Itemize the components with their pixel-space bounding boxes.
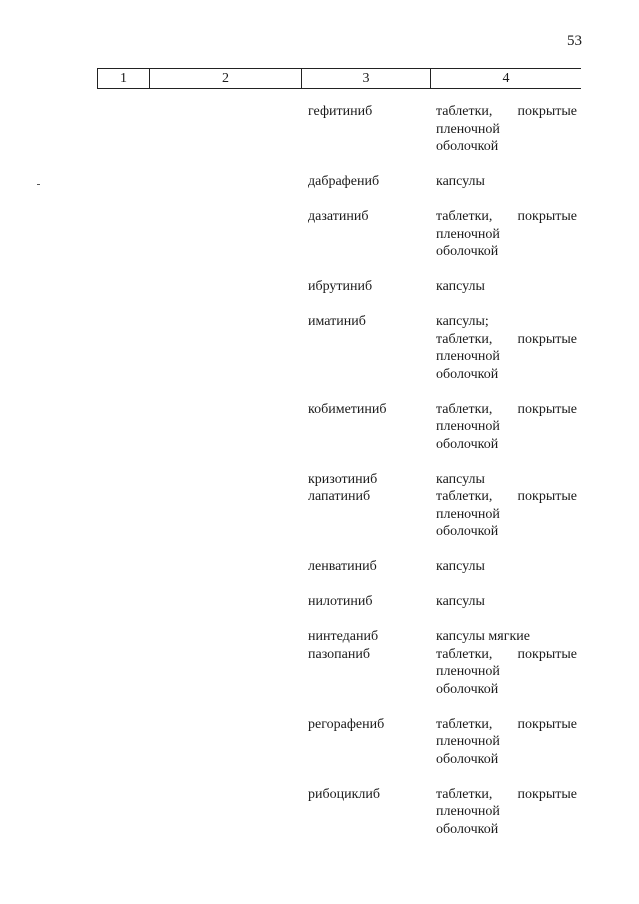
drug-name: лапатиниб: [308, 489, 371, 504]
dosage-form-line: [436, 558, 577, 576]
dosage-form-line: [436, 366, 577, 384]
drug-name: регорафениб: [308, 716, 385, 732]
page-number: 53: [567, 33, 582, 49]
dosage-form-word: капсулы: [436, 594, 485, 609]
dosage-form-line: [436, 733, 577, 751]
scan-artifact-mark: [37, 184, 40, 185]
drug-name: гефитиниб: [308, 104, 373, 119]
dosage-form-line: [436, 278, 577, 296]
dosage-form-cell: [436, 786, 577, 839]
dosage-form-word: таблетки,: [436, 786, 493, 802]
dosage-form-word: таблетки,: [436, 646, 493, 662]
drug-name-cell: [308, 173, 428, 191]
drug-name-cell: [308, 313, 428, 331]
dosage-form-cell: [436, 313, 577, 383]
drug-name: нинтеданиб: [308, 629, 379, 644]
dosage-form-word: пленочной: [436, 349, 500, 364]
dosage-form-word: покрытые: [517, 716, 577, 732]
drug-name: рибоциклиб: [308, 786, 381, 802]
dosage-form-word: покрытые: [517, 786, 577, 802]
dosage-form-line: [436, 506, 577, 524]
dosage-form-word: покрытые: [517, 646, 577, 662]
dosage-form-word: таблетки,: [436, 716, 493, 732]
dosage-form-line: [436, 436, 577, 454]
drug-name: кобиметиниб: [308, 401, 387, 417]
dosage-form-word: оболочкой: [436, 244, 499, 259]
dosage-form-word: капсулы: [436, 279, 485, 294]
dosage-form-word: капсулы: [436, 559, 485, 574]
dosage-form-line: [436, 226, 577, 244]
drug-name: кризотиниб: [308, 471, 378, 487]
dosage-form-word: оболочкой: [436, 524, 499, 539]
drug-name: пазопаниб: [308, 646, 370, 662]
table-header: [97, 68, 581, 89]
drug-name-cell: [308, 593, 428, 611]
dosage-form-line: [436, 401, 577, 419]
dosage-form-line: [436, 786, 577, 804]
dosage-form-word: таблетки,: [436, 209, 493, 224]
drug-name-cell: [308, 471, 428, 506]
dosage-form-cell: [436, 278, 577, 296]
dosage-form-word: капсулы: [436, 471, 485, 487]
dosage-form-word: пленочной: [436, 664, 500, 679]
dosage-form-line: [436, 103, 577, 121]
dosage-form-line: [436, 663, 577, 681]
dosage-form-word: капсулы мягкие: [436, 629, 530, 644]
dosage-form-word: капсулы: [436, 174, 485, 189]
drug-name: ленватиниб: [308, 559, 377, 574]
drug-name: иматиниб: [308, 314, 366, 329]
dosage-form-word: оболочкой: [436, 366, 499, 382]
dosage-form-word: пленочной: [436, 734, 500, 749]
dosage-form-word: капсулы;: [436, 314, 489, 329]
drug-name-cell: [308, 278, 428, 296]
dosage-form-line: [436, 803, 577, 821]
dosage-form-line: [436, 313, 577, 331]
dosage-form-cell: [436, 401, 577, 454]
dosage-form-word: таблетки,: [436, 489, 493, 504]
dosage-form-word: пленочной: [436, 226, 500, 242]
drug-name: ибрутиниб: [308, 279, 373, 294]
drug-name: дабрафениб: [308, 174, 380, 189]
dosage-form-word: таблетки,: [436, 401, 493, 417]
drug-name: дазатиниб: [308, 209, 369, 224]
dosage-form-cell: [436, 173, 577, 191]
dosage-form-line: [436, 121, 577, 139]
dosage-form-line: [436, 646, 577, 664]
dosage-form-line: [436, 173, 577, 191]
dosage-form-line: [436, 331, 577, 349]
dosage-form-line: [436, 681, 577, 699]
dosage-form-line: [436, 593, 577, 611]
dosage-form-line: [436, 348, 577, 366]
drug-name-cell: [308, 786, 428, 804]
dosage-form-word: покрытые: [517, 209, 577, 224]
dosage-form-cell: [436, 716, 577, 769]
header-cell-4: 4: [430, 69, 581, 88]
dosage-form-cell: [436, 628, 577, 698]
dosage-form-word: оболочкой: [436, 681, 499, 697]
dosage-form-cell: [436, 593, 577, 611]
dosage-form-line: [436, 523, 577, 541]
dosage-form-word: покрытые: [517, 104, 577, 119]
dosage-form-word: оболочкой: [436, 139, 499, 154]
drug-name-cell: [308, 401, 428, 419]
dosage-form-word: пленочной: [436, 121, 500, 137]
dosage-form-word: оболочкой: [436, 821, 499, 837]
header-cell-2: 2: [149, 69, 301, 88]
dosage-form-word: таблетки,: [436, 104, 493, 119]
dosage-form-word: покрытые: [517, 401, 577, 417]
drug-name-cell: [308, 716, 428, 734]
dosage-form-word: пленочной: [436, 804, 500, 819]
dosage-form-line: [436, 208, 577, 226]
dosage-form-word: пленочной: [436, 506, 500, 522]
drug-name-cell: [308, 558, 428, 576]
dosage-form-line: [436, 471, 577, 489]
dosage-form-word: покрытые: [517, 489, 577, 504]
dosage-form-line: [436, 628, 577, 646]
header-cell-3: 3: [301, 69, 430, 88]
dosage-form-cell: [436, 471, 577, 541]
drug-name-cell: [308, 103, 428, 121]
dosage-form-word: оболочкой: [436, 751, 499, 767]
dosage-form-line: [436, 488, 577, 506]
drug-name: нилотиниб: [308, 594, 373, 609]
dosage-form-line: [436, 418, 577, 436]
dosage-form-word: оболочкой: [436, 436, 499, 452]
drug-name-cell: [308, 628, 428, 663]
dosage-form-line: [436, 138, 577, 156]
dosage-form-cell: [436, 558, 577, 576]
drug-name-cell: [308, 208, 428, 226]
dosage-form-cell: [436, 208, 577, 261]
dosage-form-word: таблетки,: [436, 331, 493, 347]
dosage-form-cell: [436, 103, 577, 156]
dosage-form-line: [436, 751, 577, 769]
header-cell-1: 1: [97, 69, 149, 88]
dosage-form-line: [436, 716, 577, 734]
dosage-form-line: [436, 821, 577, 839]
dosage-form-word: покрытые: [517, 331, 577, 347]
dosage-form-word: пленочной: [436, 419, 500, 434]
dosage-form-line: [436, 243, 577, 261]
